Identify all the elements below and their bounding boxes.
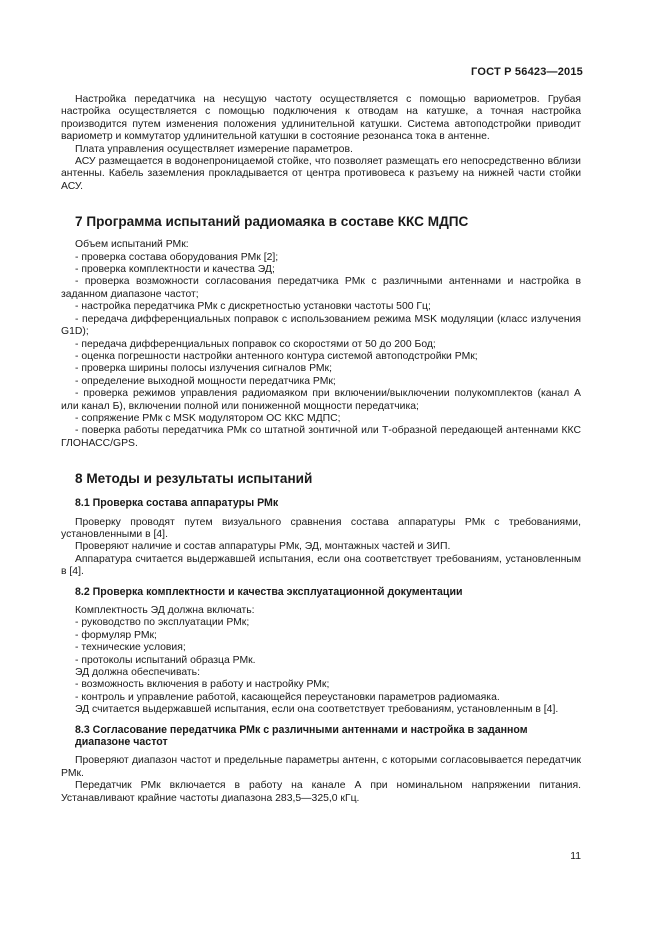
- section-7-heading: 7 Программа испытаний радиомаяка в составе ККС МДПС: [75, 214, 469, 230]
- section-8-heading: 8 Методы и результаты испытаний: [75, 471, 313, 487]
- list-lead: Объем испытаний РМк:: [75, 239, 189, 251]
- list-item: - проверка возможности согласования передатчика РМк с различными антеннами и настройка в заданном диапазоне частот;: [61, 276, 581, 300]
- list-item: - поверка работы передатчика РМк со штатной зонтичной или Т-образной передающей антеннами ККС ГЛОНАСС/GPS.: [61, 425, 581, 449]
- document-code: ГОСТ Р 56423—2015: [471, 66, 583, 78]
- list-item: - настройка передатчика РМк с дискретностью установки частоты 500 Гц;: [75, 301, 431, 313]
- paragraph: Передатчик РМк включается в работу на канале А при номинальном напряжении питания. Устанавливают крайние частоты диапазона 283,5—325,0 кГц.: [61, 780, 581, 804]
- paragraph: Проверяют наличие и состав аппаратуры РМк, ЭД, монтажных частей и ЗИП.: [75, 541, 451, 553]
- paragraph: АСУ размещается в водонепроницаемой стойке, что позволяет размещать его непосредственно вблизи антенны. Кабель заземления прокладывается от центра противовеса к разъему на нижней части стойки АСУ.: [61, 156, 581, 192]
- paragraph: ЭД считается выдержавшей испытания, если она соответствует требованиям, установленным в [4].: [75, 704, 559, 716]
- page-body: [61, 94, 581, 805]
- paragraph: Настройка передатчика на несущую частоту осуществляется с помощью вариометров. Грубая настройка осуществляется с помощью подключения к отводам на катушке, а точная настройка производится путем изменения положения удлинительной катушки. Система автоподстройки приводит вариометр и коммутатор удлинительной катушки в состояние резонанса тока в антенне.: [61, 94, 581, 143]
- paragraph: Проверяют диапазон частот и предельные параметры антенн, с которыми согласовывается передатчик РМк.: [61, 755, 581, 779]
- list-item: - передача дифференциальных поправок с использованием режима MSK модуляции (класс излучения G1D);: [61, 313, 581, 338]
- list-item: - возможность включения в работу и настройку РМк;: [75, 679, 330, 691]
- subsection-8-1-heading: 8.1 Проверка состава аппаратуры РМк: [75, 497, 279, 510]
- subsection-8-2-heading: 8.2 Проверка комплектности и качества эксплуатационной документации: [75, 585, 463, 598]
- list-item: - сопряжение РМк с MSK модулятором ОС ККС МДПС;: [75, 412, 341, 424]
- paragraph: Проверку проводят путем визуального сравнения состава аппаратуры РМк с требованиями, установленными в [4].: [61, 516, 581, 540]
- list-lead: ЭД должна обеспечивать:: [75, 667, 200, 679]
- list-lead: Комплектность ЭД должна включать:: [75, 605, 255, 616]
- list-item: - проверка комплектности и качества ЭД;: [75, 264, 275, 276]
- list-item: - проверка состава оборудования РМк [2];: [75, 251, 279, 263]
- list-item: - контроль и управление работой, касающейся переустановки параметров радиомаяка.: [75, 691, 500, 703]
- list-item: - проверка режимов управления радиомаяком при включении/выключении полукомплектов (канал А или канал Б), включении полной или пониженной мощности передатчика;: [61, 388, 581, 412]
- list-item: - определение выходной мощности передатчика РМк;: [75, 375, 336, 387]
- list-item: - оценка погрешности настройки антенного контура системой автоподстройки РМк;: [75, 350, 478, 362]
- list-item: - технические условия;: [75, 642, 186, 654]
- list-item: - передача дифференциальных поправок со скоростями от 50 до 200 Бод;: [75, 338, 436, 350]
- paragraph: Аппаратура считается выдержавшей испытания, если она соответствует требованиям, установленным в [4].: [61, 553, 581, 578]
- list-item: - проверка ширины полосы излучения сигналов РМк;: [75, 363, 332, 375]
- list-item: - протоколы испытаний образца РМк.: [75, 654, 256, 666]
- subsection-8-3-heading-cont: диапазоне частот: [75, 736, 168, 749]
- subsection-8-3-heading: 8.3 Согласование передатчика РМк с различными антеннами и настройка в заданном: [75, 723, 528, 736]
- paragraph: Плата управления осуществляет измерение параметров.: [75, 143, 353, 155]
- list-item: - формуляр РМк;: [75, 629, 157, 641]
- page-number: 11: [570, 851, 581, 862]
- list-item: - руководство по эксплуатации РМк;: [75, 617, 250, 629]
